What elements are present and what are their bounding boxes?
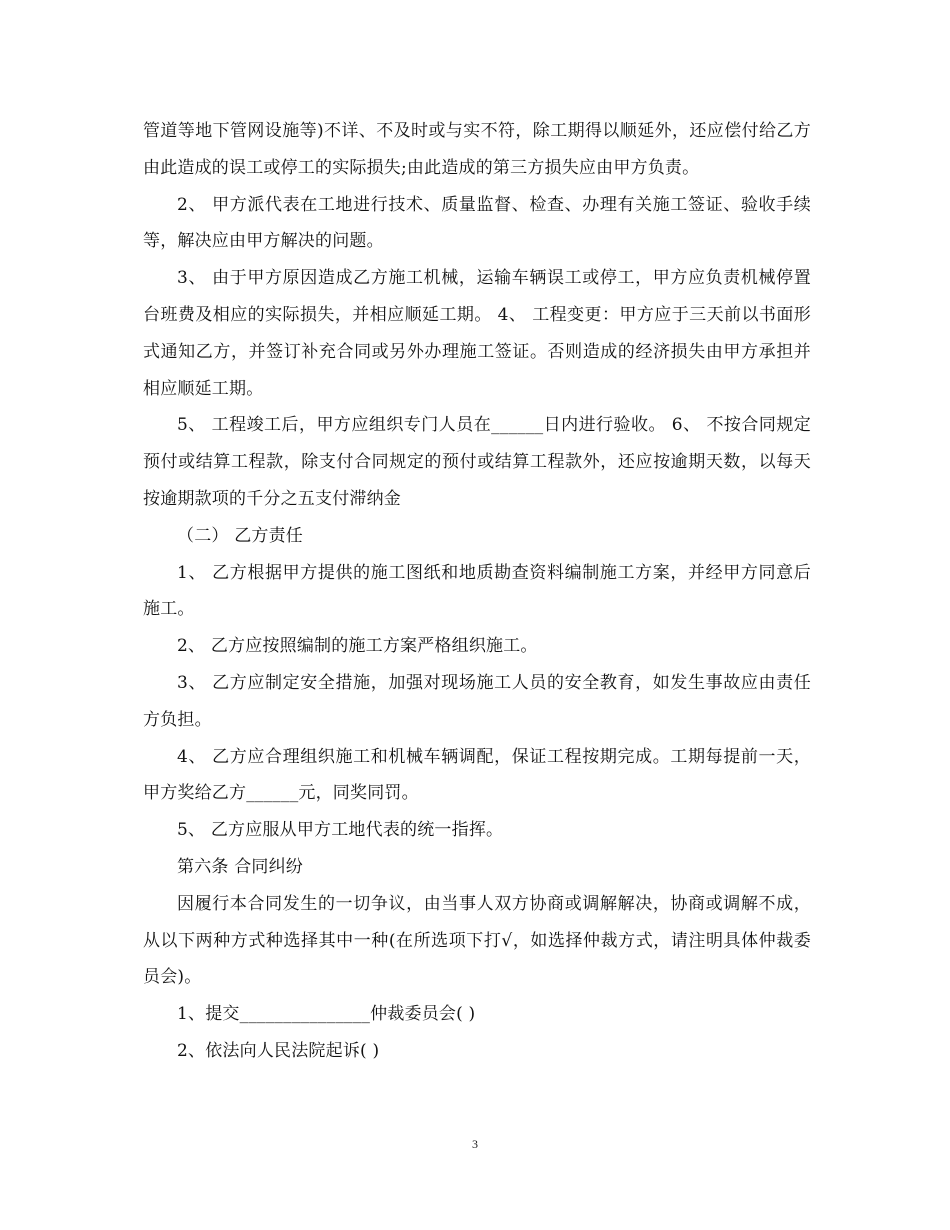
section-heading-party-b: （二） 乙方责任 bbox=[177, 525, 304, 546]
paragraph-continuation: 管道等地下管网设施等)不详、不及时或与实不符，除工期得以顺延外，还应偿付给乙方由此造成的误工或停工的实际损失;由此造成的第三方损失应由甲方负责。 bbox=[143, 121, 811, 178]
paragraph-party-b-item-2: 2、 乙方应按照编制的施工方案严格组织施工。 bbox=[177, 636, 538, 657]
paragraph-party-b-item-5: 5、 乙方应服从甲方工地代表的统一指挥。 bbox=[177, 820, 504, 841]
paragraph-party-a-items-5-6: 5、 工程竣工后，甲方应组织专门人员在______日内进行验收。 6、 不按合同规定预付或结算工程款，除支付合同规定的预付或结算工程款外，还应按逾期天数，以每天按逾期款项的千分之五支付滞纳金 bbox=[143, 415, 811, 509]
article-heading-dispute: 第六条 合同纠纷 bbox=[177, 856, 304, 877]
paragraph-dispute-resolution: 因履行本合同发生的一切争议，由当事人双方协商或调解解决，协商或调解不成，从以下两种方式种选择其中一种(在所选项下打√，如选择仲裁方式，请注明具体仲裁委员会)。 bbox=[143, 893, 811, 988]
option-arbitration: 1、提交_______________仲裁委员会( ) bbox=[177, 1004, 476, 1025]
option-court: 2、依法向人民法院起诉( ) bbox=[177, 1040, 380, 1061]
paragraph-party-a-items-3-4: 3、 由于甲方原因造成乙方施工机械，运输车辆误工或停工，甲方应负责机械停置台班费及相应的实际损失，并相应顺延工期。 4、 工程变更：甲方应于三天前以书面形式通知乙方，并签订补充合同或另外办理施工签证。否则造成的经济损失由甲方承担并相应顺延工期。 bbox=[143, 268, 811, 399]
paragraph-party-b-item-3: 3、 乙方应制定安全措施，加强对现场施工人员的安全教育，如发生事故应由责任方负担。 bbox=[143, 672, 811, 730]
paragraph-party-b-item-4: 4、 乙方应合理组织施工和机械车辆调配，保证工程按期完成。工期每提前一天，甲方奖给乙方______元，同奖同罚。 bbox=[143, 746, 811, 804]
paragraph-party-a-item-2: 2、 甲方派代表在工地进行技术、质量监督、检查、办理有关施工签证、验收手续等，解决应由甲方解决的问题。 bbox=[143, 194, 811, 252]
paragraph-party-b-item-1: 1、 乙方根据甲方提供的施工图纸和地质勘查资料编制施工方案，并经甲方同意后施工。 bbox=[143, 562, 811, 620]
document-body bbox=[143, 113, 811, 1070]
page-number: 3 bbox=[472, 1137, 478, 1151]
